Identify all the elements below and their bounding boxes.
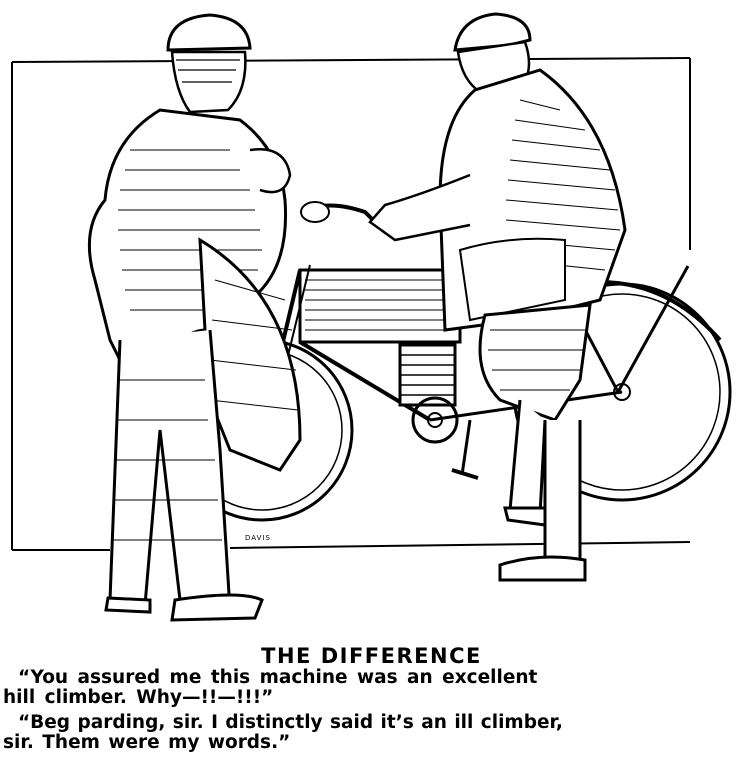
- caption-title: THE DIFFERENCE: [261, 644, 482, 668]
- quote-two-line-two: sir. Them were my words.”: [3, 732, 291, 753]
- quote-one-line-one: “You assured me this machine was an excellent: [18, 667, 538, 688]
- quote-one-line-two: hill climber. Why—!!—!!!”: [3, 687, 274, 708]
- artist-signature: DAVIS: [245, 534, 271, 542]
- left-man-figure: [89, 15, 300, 620]
- caption-block: [0, 640, 743, 760]
- quote-two-line-one: “Beg parding, sir. I distinctly said it’s an ill climber,: [18, 712, 563, 733]
